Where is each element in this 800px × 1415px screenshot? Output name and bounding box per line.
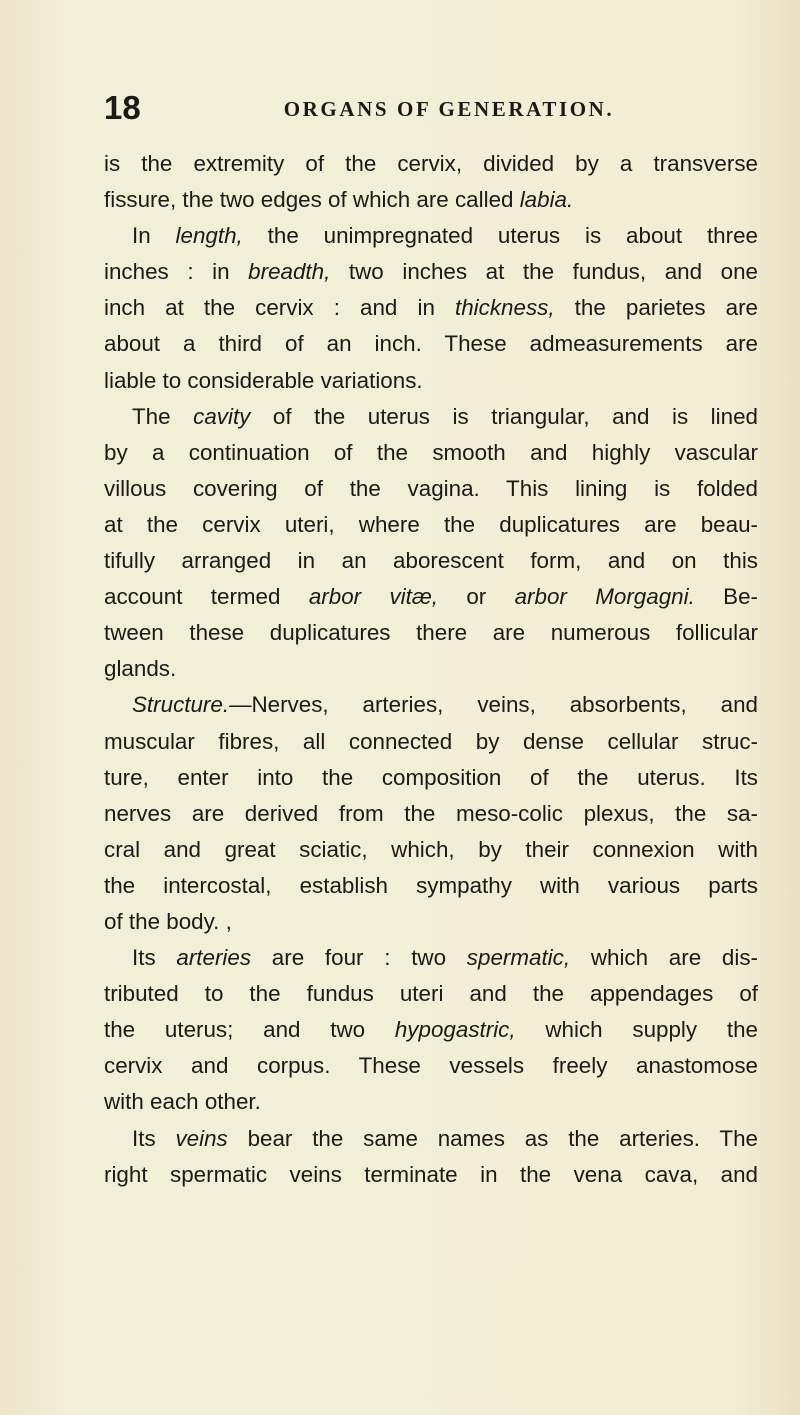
text-segment: liable to considerable variations. <box>104 367 423 393</box>
text-line <box>104 254 758 290</box>
text-segment: at the cervix uteri, where the duplicatures are beau- <box>104 511 758 537</box>
text-line <box>104 435 758 471</box>
text-line <box>104 1048 758 1084</box>
italic-term: Structure. <box>132 692 230 718</box>
text-segment: villous covering of the vagina. This lining is folded <box>104 475 758 501</box>
text-segment: tifully arranged in an aborescent form, and on this <box>104 548 758 574</box>
text-line <box>104 1157 758 1193</box>
text-line <box>104 1121 758 1157</box>
text-line <box>104 290 758 326</box>
text-line <box>104 687 758 723</box>
text-segment: fissure, the two edges of which are called <box>104 187 520 213</box>
text-segment: inch at the cervix : and in <box>104 295 455 321</box>
text-segment: The <box>132 403 194 429</box>
text-segment: the unimpregnated uterus is about three <box>242 223 758 249</box>
text-segment: Its <box>132 1125 176 1151</box>
text-line <box>104 471 758 507</box>
text-segment: account termed <box>104 584 309 610</box>
text-segment: —Nerves, arteries, veins, absorbents, and <box>229 692 758 718</box>
text-line <box>104 399 758 435</box>
text-segment: with each other. <box>104 1089 261 1115</box>
text-line <box>104 326 758 362</box>
text-segment: Its <box>132 945 177 971</box>
text-segment: glands. <box>104 656 177 682</box>
text-line <box>104 868 758 904</box>
text-line <box>104 904 758 940</box>
text-segment: tween these duplicatures there are numerous follicular <box>104 620 758 646</box>
text-segment: about a third of an inch. These admeasurements are <box>104 331 758 357</box>
text-segment: which supply the <box>515 1017 758 1043</box>
page-header <box>104 88 764 128</box>
italic-term: breadth, <box>248 259 331 285</box>
text-line <box>104 182 758 218</box>
text-line <box>104 543 758 579</box>
italic-term: arteries <box>176 945 252 971</box>
running-title: ORGANS OF GENERATION. <box>283 97 615 121</box>
italic-term: veins <box>175 1125 228 1151</box>
italic-term: spermatic, <box>466 945 571 971</box>
italic-term: arbor Morgagni. <box>514 584 695 610</box>
text-line <box>104 832 758 868</box>
text-line <box>104 615 758 651</box>
text-line <box>104 363 758 399</box>
text-segment: of the body. , <box>104 908 232 934</box>
body-text <box>104 146 758 1193</box>
text-segment: right spermatic veins terminate in the vena cava, and <box>104 1161 758 1187</box>
text-line <box>104 579 758 615</box>
text-segment: are four : two <box>251 945 467 971</box>
text-segment: cral and great sciatic, which, by their connexion with <box>104 836 758 862</box>
text-segment: cervix and corpus. These vessels freely anastomose <box>104 1053 758 1079</box>
italic-term: thickness, <box>455 295 555 321</box>
text-segment: the uterus; and two <box>104 1017 395 1043</box>
text-segment: inches : in <box>104 259 249 285</box>
italic-term: hypogastric, <box>394 1017 516 1043</box>
text-line <box>104 760 758 796</box>
text-segment: two inches at the fundus, and one <box>330 259 758 285</box>
italic-term: arbor vitæ, <box>308 584 438 610</box>
page-number: 18 <box>104 89 141 126</box>
text-line <box>104 976 758 1012</box>
italic-term: length, <box>175 223 243 249</box>
text-segment: ture, enter into the composition of the uterus. Its <box>104 764 758 790</box>
text-line <box>104 1084 758 1120</box>
text-line <box>104 1012 758 1048</box>
text-segment: by a continuation of the smooth and highly vascular <box>104 439 758 465</box>
text-line <box>104 724 758 760</box>
text-line <box>104 218 758 254</box>
text-segment: Be- <box>694 584 759 610</box>
text-segment: the parietes are <box>554 295 758 321</box>
text-line <box>104 796 758 832</box>
text-segment: In <box>132 223 176 249</box>
text-line <box>104 146 758 182</box>
text-segment: the intercostal, establish sympathy with various parts <box>104 872 758 898</box>
text-line <box>104 651 758 687</box>
text-segment: bear the same names as the arteries. The <box>227 1125 759 1151</box>
text-line <box>104 940 758 976</box>
text-segment: is the extremity of the cervix, divided by a transverse <box>104 151 758 176</box>
text-segment: or <box>437 584 515 610</box>
text-segment: nerves are derived from the meso-colic plexus, the sa- <box>104 800 758 826</box>
text-segment: which are dis- <box>570 945 758 971</box>
text-line <box>104 507 758 543</box>
text-segment: tributed to the fundus uteri and the appendages of <box>104 981 758 1007</box>
text-segment: muscular fibres, all connected by dense cellular struc- <box>104 728 758 754</box>
text-segment: of the uterus is triangular, and is lined <box>250 403 758 429</box>
italic-term: labia. <box>519 187 574 213</box>
italic-term: cavity <box>193 403 251 429</box>
